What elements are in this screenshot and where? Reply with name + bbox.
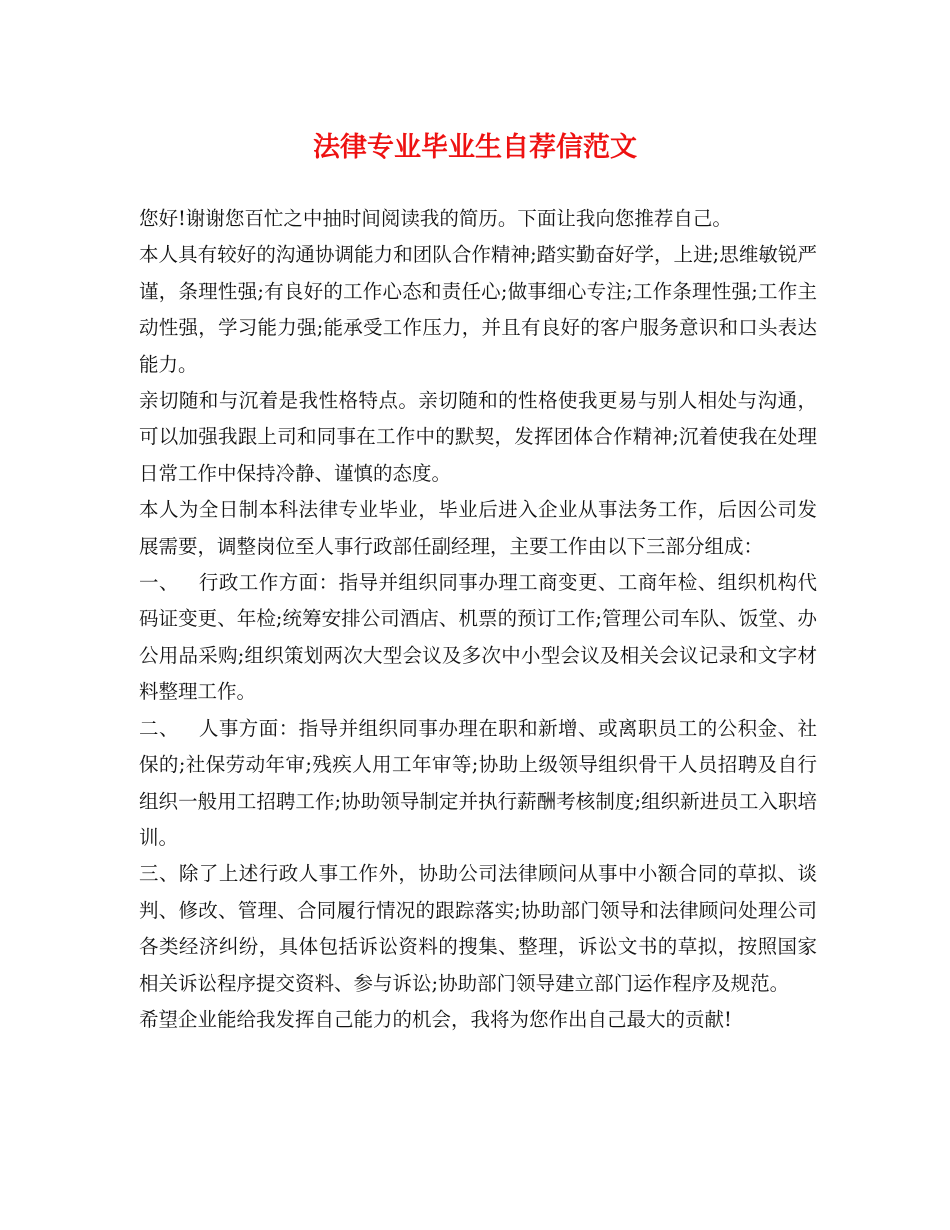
skills-paragraph: 本人具有较好的沟通协调能力和团队合作精神;踏实勤奋好学，上进;思维敏锐严谨，条理性强;有良好的工作心态和责任心;做事细心专注;工作条理性强;工作主动性强，学习能力强;能承受工作压力，并且有良好的客户服务意识和口头表达能力。	[139, 243, 817, 376]
list-item-hr	[139, 711, 817, 857]
list-text: 人事方面：指导并组织同事办理在职和新增、或离职员工的公积金、社保的;社保劳动年审;残疾人用工年审等;协助上级领导组织骨干人员招聘及自行组织一般用工招聘工作;协助领导制定并执行薪酬考核制度;组织新进员工入职培训。	[139, 716, 817, 849]
letter-body	[139, 201, 817, 1038]
list-number: 一、	[139, 571, 179, 595]
document-title: 法律专业毕业生自荐信范文	[313, 132, 637, 163]
greeting-paragraph: 您好!谢谢您百忙之中抽时间阅读我的简历。下面让我向您推荐自己。	[139, 207, 732, 230]
list-text: 行政工作方面：指导并组织同事办理工商变更、工商年检、组织机构代码证变更、年检;统筹安排公司酒店、机票的预订工作;管理公司车队、饭堂、办公用品采购;组织策划两次大型会议及多次中小型会议及相关会议记录和文字材料整理工作。	[139, 571, 817, 704]
list-number: 二、	[139, 716, 179, 740]
list-text: 除了上述行政人事工作外，协助公司法律顾问从事中小额合同的草拟、谈判、修改、管理、合同履行情况的跟踪落实;协助部门领导和法律顾问处理公司各类经济纠纷，具体包括诉讼资料的搜集、整理，诉讼文书的草拟，按照国家相关诉讼程序提交资料、参与诉讼;协助部门领导建立部门运作程序及规范。	[139, 862, 817, 995]
list-item-legal	[139, 856, 817, 1002]
education-paragraph: 本人为全日制本科法律专业毕业，毕业后进入企业从事法务工作，后因公司发展需要，调整岗位至人事行政部任副经理，主要工作由以下三部分组成：	[139, 498, 817, 558]
list-item-admin	[139, 565, 817, 711]
personality-paragraph: 亲切随和与沉着是我性格特点。亲切随和的性格使我更易与别人相处与沟通，可以加强我跟上司和同事在工作中的默契，发挥团体合作精神;沉着使我在处理日常工作中保持冷静、谨慎的态度。	[139, 389, 817, 485]
list-number: 三、	[139, 862, 179, 886]
closing-paragraph: 希望企业能给我发挥自己能力的机会，我将为您作出自己最大的贡献!	[139, 1007, 732, 1031]
